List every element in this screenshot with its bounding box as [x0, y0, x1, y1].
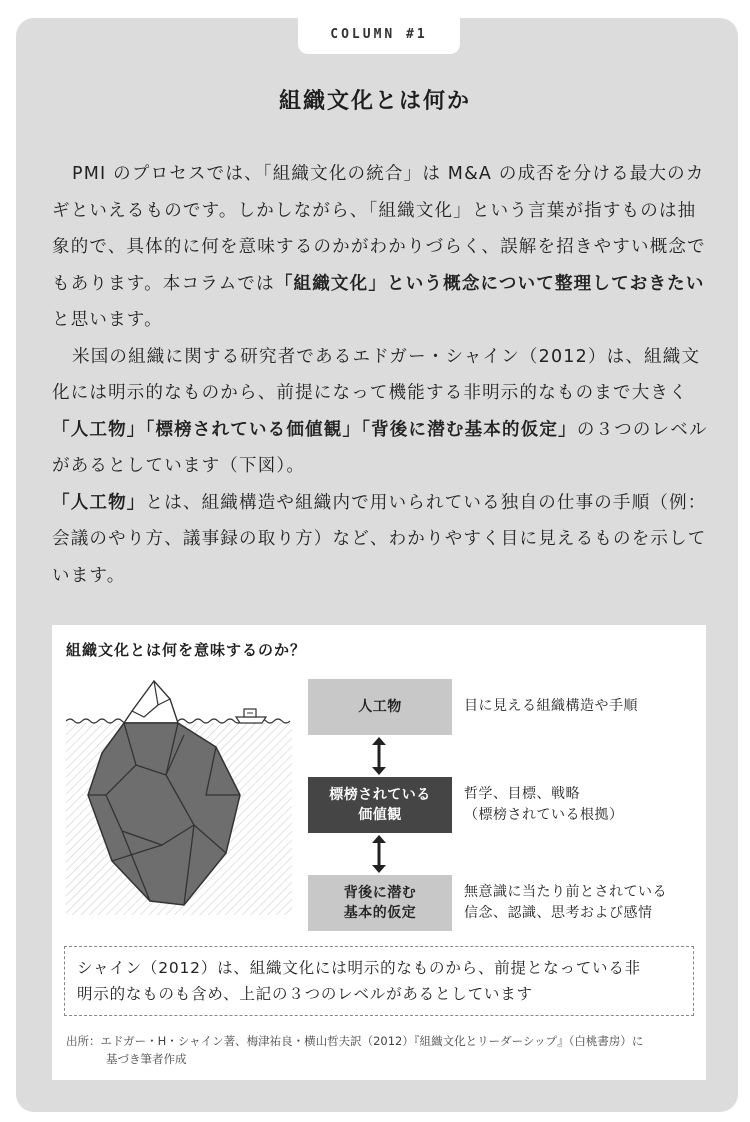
figure-summary: シャイン（2012）は、組織文化には明示的なものから、前提となっている非 明示的なものも含め、上記の３つのレベルがあるとしています	[64, 946, 694, 1016]
level-box-basic-assumptions: 背後に潜む 基本的仮定	[308, 875, 452, 931]
figure-source: 出所：エドガー・H・シャイン著、梅津祐良・横山哲夫訳（2012）『組織文化とリーダーシップ』（白桃書房）に 基づき筆者作成	[66, 1034, 644, 1066]
paragraph-2: 米国の組織に関する研究者であるエドガー・シャイン（2012）は、組織文化には明示的なものから、前提になって機能する非明示的なものまで大きく「人工物」「標榜されている価値観」「背後に潜む基本的仮定」の３つのレベルがあるとしています（下図）。	[52, 346, 708, 476]
level-box-espoused-values: 標榜されている 価値観	[308, 777, 452, 833]
level-description-artifacts: 目に見える組織構造や手順	[464, 698, 638, 714]
column-label: COLUMN #1	[298, 14, 460, 54]
page-title: 組織文化とは何か	[278, 89, 471, 114]
emphasis-text: 「人工物」	[52, 492, 146, 513]
double-arrow-icon	[370, 833, 388, 875]
figure-title: 組織文化とは何を意味するのか？	[66, 641, 307, 659]
emphasis-text: 「人工物」「標榜されている価値観」「背後に潜む基本的仮定」	[52, 419, 577, 440]
paragraph-1: PMI のプロセスでは、「組織文化の統合」は M&A の成否を分ける最大のカギといえるものです。しかしながら、「組織文化」という言葉が指すものは抽象的で、具体的に何を意味するのかがわかりづらく、誤解を招きやすい概念でもあります。本コラムでは「組織文化」という概念について整理しておきたいと思います。	[52, 164, 706, 330]
body-text	[52, 156, 712, 594]
double-arrow-icon	[370, 735, 388, 777]
iceberg-illustration	[66, 675, 292, 915]
culture-levels-figure	[52, 625, 706, 1080]
paragraph-3: 「人工物」とは、組織構造や組織内で用いられている独自の仕事の手順（例：会議のやり方、議事録の取り方）など、わかりやすく目に見えるものを示しています。	[52, 492, 707, 586]
emphasis-text: 「組織文化」という概念について整理しておきたい	[274, 273, 705, 294]
ship-icon	[236, 709, 266, 723]
level-box-artifacts: 人工物	[308, 679, 452, 735]
iceberg-tip	[124, 681, 178, 723]
level-description-basic-assumptions: 無意識に当たり前とされている 信念、認識、思考および感情	[464, 884, 667, 921]
level-description-espoused-values: 哲学、目標、戦略 （標榜されている根拠）	[464, 786, 624, 823]
